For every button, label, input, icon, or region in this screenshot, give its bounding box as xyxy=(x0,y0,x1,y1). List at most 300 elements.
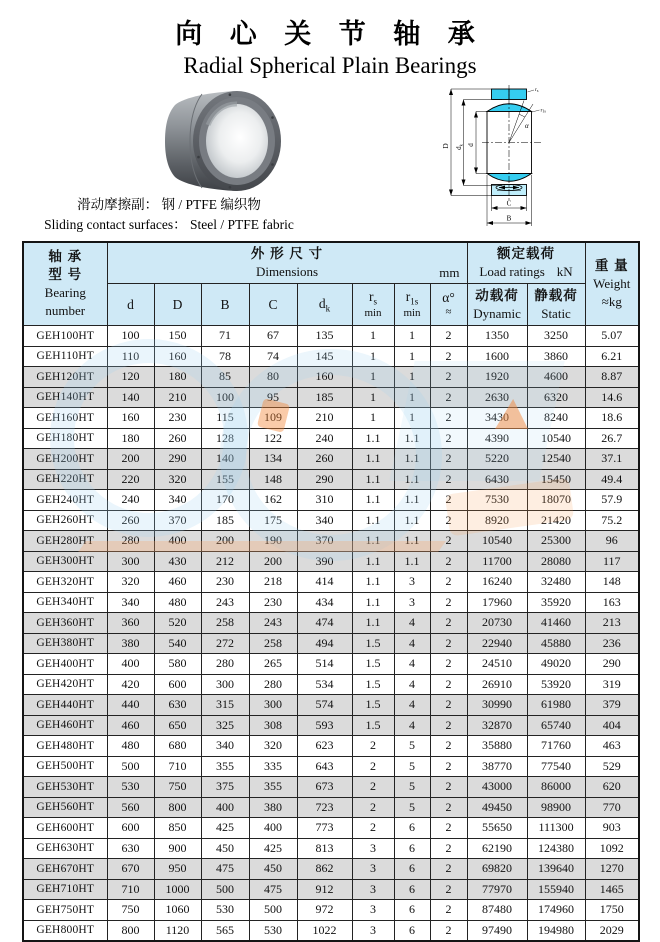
cell-bearing-number: GEH300HT xyxy=(23,551,107,572)
cell-dynamic: 10540 xyxy=(467,531,527,552)
header-col-static: 静载荷 Static xyxy=(527,284,585,326)
cell-weight: 8.87 xyxy=(585,367,639,388)
cell-d: 110 xyxy=(107,346,154,367)
notes xyxy=(24,195,314,235)
cell-bearing-number: GEH440HT xyxy=(23,695,107,716)
cell-d: 710 xyxy=(107,879,154,900)
note-en: Sliding contact surfaces： Steel / PTFE fabric xyxy=(44,217,294,232)
cell-bearing-number: GEH480HT xyxy=(23,736,107,757)
cell-alpha: 2 xyxy=(430,572,467,593)
cell-weight: 529 xyxy=(585,756,639,777)
cell-D: 460 xyxy=(154,572,201,593)
cell-r1s: 1.1 xyxy=(394,490,430,511)
table-row xyxy=(23,490,639,511)
cell-alpha: 2 xyxy=(430,654,467,675)
cell-d: 380 xyxy=(107,633,154,654)
cell-D: 1120 xyxy=(154,920,201,941)
table-row xyxy=(23,695,639,716)
cell-alpha: 2 xyxy=(430,613,467,634)
cell-D: 710 xyxy=(154,756,201,777)
cell-C: 265 xyxy=(249,654,297,675)
cell-rs: 1 xyxy=(352,408,394,429)
cell-alpha: 2 xyxy=(430,838,467,859)
cell-D: 150 xyxy=(154,326,201,347)
header-dims-zh: 外 形 尺 寸 xyxy=(250,246,324,261)
cell-D: 750 xyxy=(154,777,201,798)
table-row xyxy=(23,408,639,429)
bearing-body xyxy=(165,91,281,191)
cell-C: 530 xyxy=(249,920,297,941)
header-bearing-en1: Bearing xyxy=(44,285,86,300)
cell-D: 1000 xyxy=(154,879,201,900)
cell-bearing-number: GEH320HT xyxy=(23,572,107,593)
page xyxy=(0,12,660,942)
cell-dk: 912 xyxy=(297,879,352,900)
cell-C: 300 xyxy=(249,695,297,716)
cell-alpha: 2 xyxy=(430,797,467,818)
cell-dk: 160 xyxy=(297,367,352,388)
cell-alpha: 2 xyxy=(430,428,467,449)
cell-d: 220 xyxy=(107,469,154,490)
cell-weight: 5.07 xyxy=(585,326,639,347)
cell-C: 355 xyxy=(249,777,297,798)
table-row xyxy=(23,592,639,613)
cell-bearing-number: GEH120HT xyxy=(23,367,107,388)
cell-static: 35920 xyxy=(527,592,585,613)
header-col-D: D xyxy=(154,284,201,326)
cell-dk: 723 xyxy=(297,797,352,818)
cell-dk: 185 xyxy=(297,387,352,408)
cell-C: 74 xyxy=(249,346,297,367)
cell-bearing-number: GEH460HT xyxy=(23,715,107,736)
cell-B: 565 xyxy=(201,920,249,941)
cell-static: 111300 xyxy=(527,818,585,839)
cell-D: 800 xyxy=(154,797,201,818)
cell-dynamic: 2630 xyxy=(467,387,527,408)
radius-labels xyxy=(528,87,547,114)
cell-D: 370 xyxy=(154,510,201,531)
table-row xyxy=(23,715,639,736)
cell-weight: 14.6 xyxy=(585,387,639,408)
header-col-B: B xyxy=(201,284,249,326)
cell-dynamic: 87480 xyxy=(467,900,527,921)
cell-rs: 1.5 xyxy=(352,633,394,654)
cell-C: 95 xyxy=(249,387,297,408)
dk-label: $d_k$ xyxy=(455,144,464,150)
cell-C: 320 xyxy=(249,736,297,757)
cell-alpha: 2 xyxy=(430,531,467,552)
cell-static: 18070 xyxy=(527,490,585,511)
cell-bearing-number: GEH200HT xyxy=(23,449,107,470)
cell-static: 41460 xyxy=(527,613,585,634)
cell-static: 15450 xyxy=(527,469,585,490)
cell-rs: 1 xyxy=(352,387,394,408)
table-row xyxy=(23,797,639,818)
cell-dk: 813 xyxy=(297,838,352,859)
cell-C: 134 xyxy=(249,449,297,470)
cell-weight: 404 xyxy=(585,715,639,736)
table-row xyxy=(23,428,639,449)
cell-dynamic: 8920 xyxy=(467,510,527,531)
cell-alpha: 2 xyxy=(430,756,467,777)
cell-d: 420 xyxy=(107,674,154,695)
table-row xyxy=(23,920,639,941)
cell-bearing-number: GEH560HT xyxy=(23,797,107,818)
table-wrap xyxy=(22,241,640,942)
cell-bearing-number: GEH670HT xyxy=(23,859,107,880)
cell-d: 480 xyxy=(107,736,154,757)
cell-C: 122 xyxy=(249,428,297,449)
cell-dynamic: 3430 xyxy=(467,408,527,429)
cell-rs: 1.5 xyxy=(352,674,394,695)
cell-rs: 1.1 xyxy=(352,572,394,593)
cell-C: 218 xyxy=(249,572,297,593)
cell-dynamic: 38770 xyxy=(467,756,527,777)
cell-static: 8240 xyxy=(527,408,585,429)
cell-weight: 57.9 xyxy=(585,490,639,511)
cell-r1s: 6 xyxy=(394,818,430,839)
header-col-dynamic: 动载荷 Dynamic xyxy=(467,284,527,326)
table-row xyxy=(23,510,639,531)
cell-r1s: 1 xyxy=(394,387,430,408)
cell-C: 335 xyxy=(249,756,297,777)
header-dims-en: Dimensions xyxy=(255,264,319,279)
table-row xyxy=(23,346,639,367)
note-zh: 滑动摩擦副： 钢 / PTFE 编织物 xyxy=(77,197,261,212)
cell-weight: 18.6 xyxy=(585,408,639,429)
cell-d: 180 xyxy=(107,428,154,449)
header-load-unit: kN xyxy=(556,264,573,279)
table-row xyxy=(23,387,639,408)
cell-dynamic: 55650 xyxy=(467,818,527,839)
cell-dk: 145 xyxy=(297,346,352,367)
cell-weight: 290 xyxy=(585,654,639,675)
cell-bearing-number: GEH360HT xyxy=(23,613,107,634)
cell-rs: 3 xyxy=(352,900,394,921)
cell-static: 53920 xyxy=(527,674,585,695)
C-label: C xyxy=(506,199,512,208)
cell-rs: 1 xyxy=(352,367,394,388)
cell-r1s: 3 xyxy=(394,592,430,613)
cell-dynamic: 30990 xyxy=(467,695,527,716)
cell-C: 258 xyxy=(249,633,297,654)
table-row xyxy=(23,572,639,593)
header-bearing-zh1: 轴 承 xyxy=(48,249,83,264)
cell-d: 280 xyxy=(107,531,154,552)
cell-D: 630 xyxy=(154,695,201,716)
cell-dynamic: 11700 xyxy=(467,551,527,572)
cell-rs: 1.1 xyxy=(352,592,394,613)
cell-d: 440 xyxy=(107,695,154,716)
cell-dynamic: 43000 xyxy=(467,777,527,798)
cell-dynamic: 7530 xyxy=(467,490,527,511)
cell-dk: 434 xyxy=(297,592,352,613)
cell-r1s: 1.1 xyxy=(394,510,430,531)
cell-r1s: 1 xyxy=(394,346,430,367)
header-col-C: C xyxy=(249,284,297,326)
alpha-label: α xyxy=(525,122,529,130)
cell-dk: 972 xyxy=(297,900,352,921)
cell-B: 340 xyxy=(201,736,249,757)
cell-bearing-number: GEH110HT xyxy=(23,346,107,367)
cell-C: 475 xyxy=(249,879,297,900)
cell-D: 210 xyxy=(154,387,201,408)
cell-dk: 414 xyxy=(297,572,352,593)
cell-weight: 37.1 xyxy=(585,449,639,470)
cell-weight: 96 xyxy=(585,531,639,552)
cell-static: 86000 xyxy=(527,777,585,798)
cell-D: 230 xyxy=(154,408,201,429)
cell-dk: 240 xyxy=(297,428,352,449)
cell-d: 460 xyxy=(107,715,154,736)
cell-r1s: 6 xyxy=(394,838,430,859)
cell-dk: 593 xyxy=(297,715,352,736)
table-row xyxy=(23,633,639,654)
cell-C: 308 xyxy=(249,715,297,736)
table-row xyxy=(23,654,639,675)
header-col-alpha: α° ≈ xyxy=(430,284,467,326)
header-load-en: Load ratings xyxy=(479,264,545,279)
cell-static: 77540 xyxy=(527,756,585,777)
cell-dynamic: 77970 xyxy=(467,879,527,900)
cell-static: 3860 xyxy=(527,346,585,367)
cell-dk: 390 xyxy=(297,551,352,572)
cell-weight: 903 xyxy=(585,818,639,839)
cell-dynamic: 62190 xyxy=(467,838,527,859)
cell-B: 170 xyxy=(201,490,249,511)
cell-rs: 2 xyxy=(352,777,394,798)
cell-bearing-number: GEH240HT xyxy=(23,490,107,511)
cell-dynamic: 69820 xyxy=(467,859,527,880)
cell-bearing-number: GEH140HT xyxy=(23,387,107,408)
cell-bearing-number: GEH160HT xyxy=(23,408,107,429)
cell-d: 260 xyxy=(107,510,154,531)
cell-rs: 1.1 xyxy=(352,490,394,511)
cell-dynamic: 16240 xyxy=(467,572,527,593)
cell-alpha: 2 xyxy=(430,818,467,839)
cell-B: 230 xyxy=(201,572,249,593)
table-row xyxy=(23,879,639,900)
cell-r1s: 4 xyxy=(394,613,430,634)
D-label: D xyxy=(441,143,450,149)
cell-dk: 135 xyxy=(297,326,352,347)
page-title-zh: 向 心 关 节 轴 承 xyxy=(175,19,485,49)
cell-dk: 494 xyxy=(297,633,352,654)
cell-weight: 213 xyxy=(585,613,639,634)
cell-weight: 75.2 xyxy=(585,510,639,531)
cell-weight: 620 xyxy=(585,777,639,798)
table-row xyxy=(23,674,639,695)
cell-alpha: 2 xyxy=(430,490,467,511)
cell-d: 300 xyxy=(107,551,154,572)
cell-D: 180 xyxy=(154,367,201,388)
cell-alpha: 2 xyxy=(430,326,467,347)
cell-dk: 290 xyxy=(297,469,352,490)
cell-D: 480 xyxy=(154,592,201,613)
cell-D: 400 xyxy=(154,531,201,552)
cell-d: 200 xyxy=(107,449,154,470)
cell-dk: 310 xyxy=(297,490,352,511)
table-row xyxy=(23,736,639,757)
cell-dynamic: 49450 xyxy=(467,797,527,818)
cell-rs: 2 xyxy=(352,756,394,777)
table-row xyxy=(23,838,639,859)
cell-D: 340 xyxy=(154,490,201,511)
cell-static: 4600 xyxy=(527,367,585,388)
cell-C: 380 xyxy=(249,797,297,818)
cell-D: 900 xyxy=(154,838,201,859)
cell-B: 185 xyxy=(201,510,249,531)
cell-D: 160 xyxy=(154,346,201,367)
cell-bearing-number: GEH340HT xyxy=(23,592,107,613)
cell-dynamic: 24510 xyxy=(467,654,527,675)
cell-rs: 1 xyxy=(352,326,394,347)
cell-B: 500 xyxy=(201,879,249,900)
cell-B: 200 xyxy=(201,531,249,552)
cell-C: 425 xyxy=(249,838,297,859)
cell-d: 800 xyxy=(107,920,154,941)
cell-static: 71760 xyxy=(527,736,585,757)
cell-static: 65740 xyxy=(527,715,585,736)
cell-rs: 1.1 xyxy=(352,428,394,449)
header-weight-unit: ≈kg xyxy=(601,294,622,309)
cell-static: 194980 xyxy=(527,920,585,941)
cell-r1s: 1 xyxy=(394,367,430,388)
bearing-photo xyxy=(142,85,282,197)
cell-r1s: 5 xyxy=(394,797,430,818)
cell-B: 450 xyxy=(201,838,249,859)
table-row xyxy=(23,777,639,798)
cell-alpha: 2 xyxy=(430,695,467,716)
cell-r1s: 6 xyxy=(394,920,430,941)
cell-dk: 210 xyxy=(297,408,352,429)
cell-rs: 1.1 xyxy=(352,613,394,634)
cell-B: 375 xyxy=(201,777,249,798)
cell-alpha: 2 xyxy=(430,592,467,613)
cell-alpha: 2 xyxy=(430,346,467,367)
cell-alpha: 2 xyxy=(430,387,467,408)
cell-B: 280 xyxy=(201,654,249,675)
header-col-d: d xyxy=(107,284,154,326)
cell-dynamic: 4390 xyxy=(467,428,527,449)
cell-weight: 26.7 xyxy=(585,428,639,449)
cell-static: 45880 xyxy=(527,633,585,654)
cell-B: 272 xyxy=(201,633,249,654)
cell-D: 430 xyxy=(154,551,201,572)
cell-d: 560 xyxy=(107,797,154,818)
bearing-table xyxy=(22,241,640,942)
header-bearing-en2: number xyxy=(45,303,86,318)
table-row xyxy=(23,859,639,880)
cell-weight: 463 xyxy=(585,736,639,757)
cell-static: 6320 xyxy=(527,387,585,408)
cell-bearing-number: GEH260HT xyxy=(23,510,107,531)
cell-weight: 148 xyxy=(585,572,639,593)
table-row xyxy=(23,818,639,839)
cell-d: 600 xyxy=(107,818,154,839)
cell-D: 580 xyxy=(154,654,201,675)
cell-B: 85 xyxy=(201,367,249,388)
cell-weight: 2029 xyxy=(585,920,639,941)
cell-rs: 2 xyxy=(352,736,394,757)
cell-dynamic: 1920 xyxy=(467,367,527,388)
cell-d: 500 xyxy=(107,756,154,777)
cell-d: 160 xyxy=(107,408,154,429)
cell-static: 49020 xyxy=(527,654,585,675)
cell-weight: 236 xyxy=(585,633,639,654)
cell-r1s: 3 xyxy=(394,572,430,593)
cell-rs: 3 xyxy=(352,859,394,880)
cell-dk: 574 xyxy=(297,695,352,716)
cell-d: 630 xyxy=(107,838,154,859)
cell-weight: 379 xyxy=(585,695,639,716)
cell-static: 25300 xyxy=(527,531,585,552)
cell-dynamic: 6430 xyxy=(467,469,527,490)
cell-D: 1060 xyxy=(154,900,201,921)
cell-dk: 534 xyxy=(297,674,352,695)
cell-rs: 1.1 xyxy=(352,551,394,572)
cell-C: 190 xyxy=(249,531,297,552)
header-weight-zh: 重 量 xyxy=(594,258,629,273)
r1s-label: $r_{1s}$ xyxy=(540,107,546,114)
cell-bearing-number: GEH500HT xyxy=(23,756,107,777)
cell-bearing-number: GEH380HT xyxy=(23,633,107,654)
cell-C: 280 xyxy=(249,674,297,695)
cell-alpha: 2 xyxy=(430,674,467,695)
cell-B: 212 xyxy=(201,551,249,572)
cell-alpha: 2 xyxy=(430,777,467,798)
cell-r1s: 1.1 xyxy=(394,551,430,572)
cell-weight: 1750 xyxy=(585,900,639,921)
cell-bearing-number: GEH710HT xyxy=(23,879,107,900)
cell-alpha: 2 xyxy=(430,715,467,736)
cell-alpha: 2 xyxy=(430,367,467,388)
cell-rs: 1.1 xyxy=(352,531,394,552)
cell-bearing-number: GEH180HT xyxy=(23,428,107,449)
cell-dynamic: 32870 xyxy=(467,715,527,736)
cell-d: 240 xyxy=(107,490,154,511)
cell-C: 500 xyxy=(249,900,297,921)
rs-label: $r_s$ xyxy=(535,87,539,94)
cell-D: 600 xyxy=(154,674,201,695)
cell-C: 175 xyxy=(249,510,297,531)
cell-B: 355 xyxy=(201,756,249,777)
cell-d: 340 xyxy=(107,592,154,613)
cell-static: 174960 xyxy=(527,900,585,921)
cell-C: 400 xyxy=(249,818,297,839)
cell-bearing-number: GEH630HT xyxy=(23,838,107,859)
cell-rs: 3 xyxy=(352,838,394,859)
cell-r1s: 5 xyxy=(394,777,430,798)
cell-B: 78 xyxy=(201,346,249,367)
table-row xyxy=(23,900,639,921)
cell-B: 243 xyxy=(201,592,249,613)
cell-dk: 673 xyxy=(297,777,352,798)
cell-bearing-number: GEH420HT xyxy=(23,674,107,695)
cell-D: 650 xyxy=(154,715,201,736)
cell-rs: 1.1 xyxy=(352,469,394,490)
cell-static: 10540 xyxy=(527,428,585,449)
cell-d: 400 xyxy=(107,654,154,675)
table-row xyxy=(23,756,639,777)
cell-r1s: 4 xyxy=(394,674,430,695)
cell-bearing-number: GEH100HT xyxy=(23,326,107,347)
cell-C: 243 xyxy=(249,613,297,634)
cell-rs: 1 xyxy=(352,346,394,367)
cell-B: 315 xyxy=(201,695,249,716)
cell-static: 124380 xyxy=(527,838,585,859)
cell-alpha: 2 xyxy=(430,449,467,470)
